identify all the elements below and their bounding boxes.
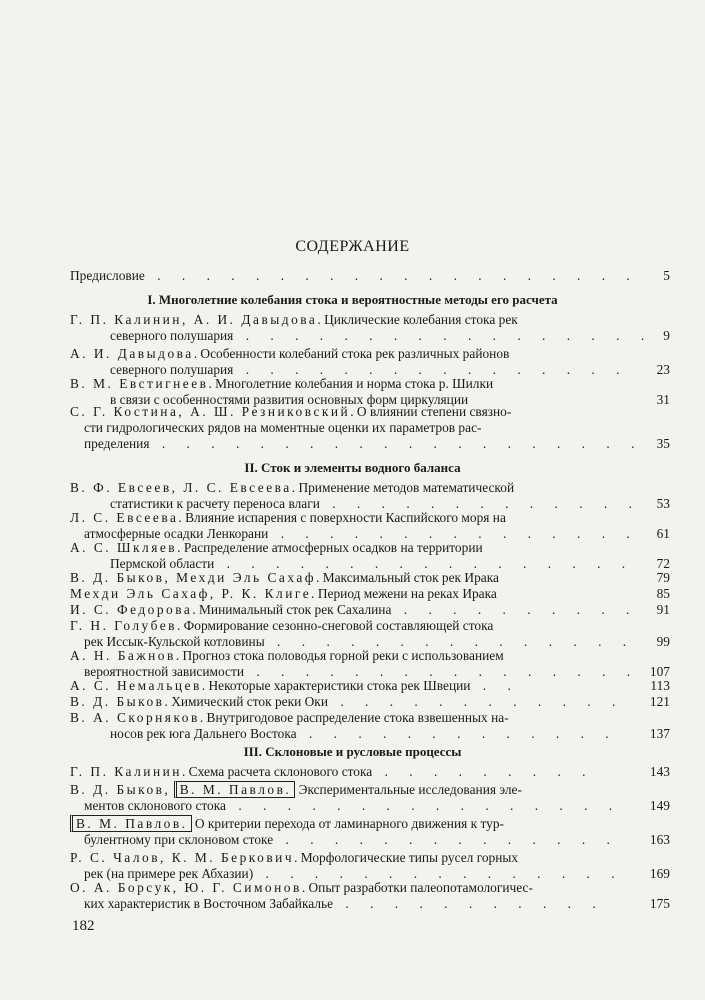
page-ref: 113: [650, 678, 670, 693]
author: Г. П. Калинин, А. И. Давыдова: [70, 312, 318, 327]
entry-title: . Применение методов математической: [291, 480, 515, 495]
toc-entry: В. Д. Быков, В. М. Павлов. Экспериментальные исследования эле- ментов склонового стока . . . . . . . . . . . . . . . . 149: [70, 782, 670, 813]
entry-title-cont: северного полушария: [110, 328, 234, 343]
toc-entry: А. С. Шкляев. Распределение атмосферных осадков на территории Пермской области . . . . . . . . . . . . . . . . . 72: [70, 540, 670, 571]
page-ref: 5: [663, 268, 670, 283]
author: А. С. Немальцев: [70, 678, 202, 693]
toc-entry: [70, 586, 670, 602]
entry-title: . Формирование сезонно-снеговой составляющей стока: [176, 618, 494, 633]
toc-entry: В. Ф. Евсеев, Л. С. Евсеева. Применение методов математической статистики к расчету переноса влаги . . . . . . . . . . . . . 53: [70, 480, 670, 511]
entry-title: . Внутригодовое распределение стока взвешенных на-: [199, 710, 509, 725]
page-ref: 91: [656, 602, 670, 617]
author: В. Ф. Евсеев, Л. С. Евсеева: [70, 480, 292, 495]
page-ref: 23: [656, 362, 670, 377]
author: Мехди Эль Сахаф, Р. К. Клиге: [70, 586, 312, 601]
author: А. Н. Бажнов: [70, 648, 176, 663]
page-ref: 149: [649, 798, 670, 813]
page-ref: 107: [649, 664, 670, 679]
page-ref: 143: [649, 764, 670, 779]
page-ref: 137: [649, 726, 670, 741]
page-ref: 9: [663, 328, 670, 343]
preface-entry: Предисловие . . . . . . . . . . . . . . . . . . . . 5: [70, 268, 670, 283]
entry-title-cont: сти гидрологических рядов на моментные оценки их параметров рас-: [84, 420, 482, 435]
author: Г. Н. Голубев: [70, 618, 177, 633]
entry-title: . Циклические колебания стока рек: [317, 312, 518, 327]
entry-title: . Некоторые характеристики стока рек Швеции: [201, 678, 471, 693]
toc-entry: А. С. Немальцев. Некоторые характеристики стока рек Швеции . . 113: [70, 678, 670, 693]
author: В. М. Евстигнеев: [70, 376, 209, 391]
entry-title-cont: ментов склонового стока: [84, 798, 227, 813]
toc-entry: А. Н. Бажнов. Прогноз стока половодья горной реки с использованием вероятностной зависимости . . . . . . . . . . . . . . . . 107: [70, 648, 670, 679]
author: А. С. Шкляев: [70, 540, 178, 555]
page-ref: 53: [656, 496, 670, 511]
toc-entry: [70, 570, 670, 586]
page-ref: 79: [656, 570, 670, 585]
entry-title-cont: атмосферные осадки Ленкорани: [84, 526, 269, 541]
section-heading: III. Склоновые и русловые процессы: [243, 744, 462, 759]
page-ref: 61: [656, 526, 670, 541]
section-heading: I. Многолетние колебания стока и вероятностные методы его расчета: [147, 292, 558, 307]
entry-title-cont: пределения: [84, 436, 150, 451]
page-ref: 31: [656, 392, 670, 407]
entry-title: . Схема расчета склонового стока: [181, 764, 373, 779]
toc-entry: Г. П. Калинин, А. И. Давыдова. Циклические колебания стока рек северного полушария . . . . . . . . . . . . . . . . . 9: [70, 312, 670, 343]
page-number: 182: [72, 918, 95, 934]
entry-title: . Многолетние колебания и норма стока р. Шилки: [208, 376, 494, 391]
author: Р. С. Чалов, К. М. Беркович: [70, 850, 295, 865]
entry-title: . Максимальный сток рек Ирака: [316, 570, 499, 585]
toc-entry: О. А. Борсук, Ю. Г. Симонов. Опыт разработки палеопотамологичес- ких характеристик в Восточном Забайкалье . . . . . . . . . . . 175: [70, 880, 670, 911]
author: Л. С. Евсеева: [70, 510, 179, 525]
entry-title-cont: ких характеристик в Восточном Забайкалье: [84, 896, 334, 911]
toc-entry: С. Г. Костина, А. Ш. Резниковский. О влиянии степени связно- сти гидрологических рядов на моментные оценки их параметров рас- пределения . . . . . . . . . . . . . . . . . . . . 35: [70, 404, 670, 451]
toc-entry: Р. С. Чалов, К. М. Беркович. Морфологические типы русел горных рек (на примере рек Абхазии) . . . . . . . . . . . . . . . 169: [70, 850, 670, 881]
toc-entry: В. М. Павлов. О критерии перехода от ламинарного движения к тур- булентному при склоновом стоке . . . . . . . . . . . . . . 163: [70, 816, 670, 848]
author: Г. П. Калинин: [70, 764, 182, 779]
toc-entry: Г. П. Калинин. Схема расчета склонового стока . . . . . . . . . 143: [70, 764, 670, 779]
author: В. А. Скорняков: [70, 710, 200, 725]
author: О. А. Борсук, Ю. Г. Симонов: [70, 880, 302, 895]
author-boxed: В. М. Павлов.: [70, 815, 192, 832]
entry-title: . О влиянии степени связно-: [350, 404, 512, 419]
page-ref: 72: [656, 556, 670, 571]
author-boxed: В. М. Павлов.: [174, 781, 296, 798]
page-ref: 35: [656, 436, 670, 451]
entry-title: . Влияние испарения с поверхности Каспийского моря на: [178, 510, 506, 525]
entry-title-cont: Пермской области: [110, 556, 215, 571]
entry-title-cont: статистики к расчету переноса влаги: [110, 496, 320, 511]
toc-entry: В. Д. Быков. Химический сток реки Оки . . . . . . . . . . . . 121: [70, 694, 670, 709]
entry-title-cont: вероятностной зависимости: [84, 664, 244, 679]
entry-title: . Период межени на реках Ирака: [311, 586, 497, 601]
author: И. С. Федорова: [70, 602, 193, 617]
entry-title: . Прогноз стока половодья горной реки с использованием: [175, 648, 504, 663]
author: В. Д. Быков, Мехди Эль Сахаф: [70, 570, 317, 585]
toc-entry: Л. С. Евсеева. Влияние испарения с поверхности Каспийского моря на атмосферные осадки Ленкорани . . . . . . . . . . . . . . . 61: [70, 510, 670, 541]
toc-entry: И. С. Федорова. Минимальный сток рек Сахалина . . . . . . . . . . 91: [70, 602, 670, 617]
toc-entry: А. И. Давыдова. Особенности колебаний стока рек различных районов северного полушария . . . . . . . . . . . . . . . . 23: [70, 346, 670, 377]
page-ref: 163: [649, 832, 670, 847]
entry-title: . Особенности колебаний стока рек различных районов: [193, 346, 510, 361]
toc-entry: Г. Н. Голубев. Формирование сезонно-снеговой составляющей стока рек Иссык-Кульской котловины . . . . . . . . . . . . . . . 99: [70, 618, 670, 649]
entry-title-cont: северного полушария: [110, 362, 234, 377]
preface-label: Предисловие: [70, 268, 145, 283]
page-title: СОДЕРЖАНИЕ: [295, 238, 410, 255]
entry-title-cont: рек (на примере рек Абхазии): [84, 866, 254, 881]
author: В. Д. Быков: [70, 694, 165, 709]
page-ref: 99: [656, 634, 670, 649]
page-ref: 169: [649, 866, 670, 881]
page-ref: 175: [649, 896, 670, 911]
entry-title: . Опыт разработки палеопотамологичес-: [301, 880, 533, 895]
author: С. Г. Костина, А. Ш. Резниковский: [70, 404, 351, 419]
page-ref: 121: [649, 694, 670, 709]
entry-title: . Распределение атмосферных осадков на территории: [177, 540, 483, 555]
entry-title: . Морфологические типы русел горных: [294, 850, 519, 865]
author: А. И. Давыдова: [70, 346, 194, 361]
section-heading: II. Сток и элементы водного баланса: [244, 460, 461, 475]
toc-entry: В. А. Скорняков. Внутригодовое распределение стока взвешенных на- носов рек юга Дальнего Востока . . . . . . . . . . . . . 137: [70, 710, 670, 741]
entry-title-cont: булентному при склоновом стоке: [84, 832, 274, 847]
entry-title-cont: в связи с особенностями развития основных форм циркуляции: [110, 392, 469, 407]
entry-title-cont: рек Иссык-Кульской котловины: [84, 634, 265, 649]
entry-title: . Химический сток реки Оки: [164, 694, 328, 709]
entry-title: О критерии перехода от ламинарного движения к тур-: [191, 816, 505, 831]
entry-title: . Минимальный сток рек Сахалина: [192, 602, 392, 617]
entry-title-cont: носов рек юга Дальнего Востока: [110, 726, 297, 741]
entry-title: Экспериментальные исследования эле-: [295, 782, 522, 797]
author: В. Д. Быков,: [70, 782, 171, 797]
page-ref: 85: [656, 586, 670, 601]
